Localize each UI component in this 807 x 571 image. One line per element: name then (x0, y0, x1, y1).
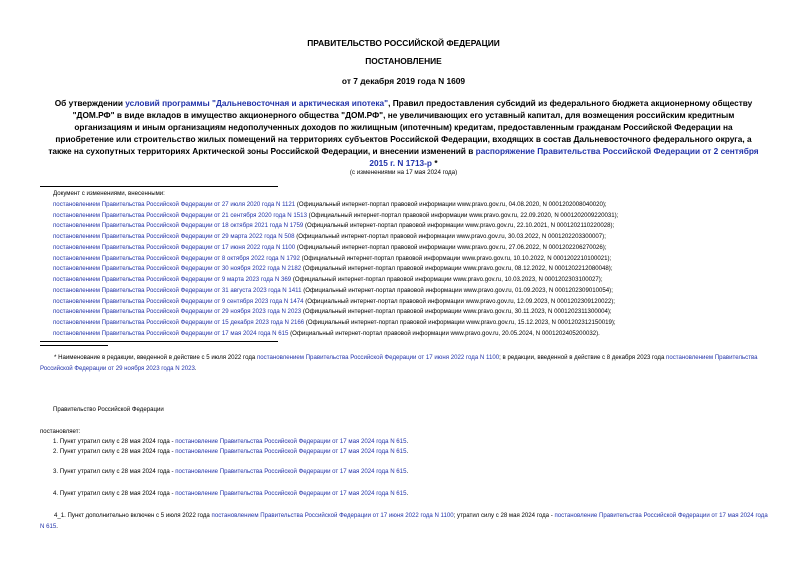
item-4-1-part2: ; утратил силу с 28 мая 2024 года - (453, 512, 555, 519)
amendment-source: (Официальный интернет-портал правовой информации www.pravo.gov.ru, 10.10.2022, N 0001202210100021); (299, 254, 612, 262)
amendment-source: (Официальный интернет-портал правовой информации www.pravo.gov.ru, 22.09.2020, N 0001202009220031); (306, 211, 619, 219)
amendments-intro: Документ с изменениями, внесенными: (53, 190, 165, 197)
footnote-part2: ; в редакции, введенной в действие с 8 декабря 2023 года (499, 354, 667, 361)
amendment-link[interactable]: постановлением Правительства Российской Федерации от 9 сентября 2023 года N 1474 (53, 297, 304, 305)
amendment-link[interactable]: постановлением Правительства Российской Федерации от 8 октября 2022 года N 1792 (53, 254, 300, 262)
footnote-separator (40, 345, 108, 346)
amendment-row (53, 232, 773, 243)
footnote-part3: . (194, 365, 197, 372)
amendment-link[interactable]: постановлением Правительства Российской Федерации от 18 октября 2021 года N 1759 (53, 222, 304, 230)
list-item (53, 490, 408, 497)
amendment-link[interactable]: постановлением Правительства Российской Федерации от 29 ноября 2023 года N 2023 (53, 308, 302, 316)
footnote-link-2023[interactable]: постановлением Правительства Российской Федерации от 29 ноября 2023 года N 2023 (40, 354, 758, 372)
item-link[interactable]: постановление Правительства Российской Федерации от 17 мая 2024 года N 615 (175, 448, 407, 455)
amendment-row (53, 243, 773, 254)
item-end: . (406, 438, 409, 445)
title-part3: * (432, 158, 438, 168)
footnote-link-1100[interactable]: постановлением Правительства Российской Федерации от 17 июня 2022 года N 1100 (256, 354, 500, 361)
item-text: 1. Пункт утратил силу с 28 мая 2024 года - (53, 438, 176, 445)
amendment-row (53, 200, 773, 211)
amendment-row (53, 329, 773, 340)
resolves-label: постановляет: (40, 428, 81, 435)
amendment-source: (Официальный интернет-портал правовой информации www.pravo.gov.ru, 27.06.2022, N 0001202206270026); (295, 243, 607, 251)
item-text: 4. Пункт утратил силу с 28 мая 2024 года - (53, 490, 176, 497)
amendment-row (53, 254, 773, 265)
item-end: . (406, 490, 409, 497)
item-4-1 (40, 510, 772, 532)
amendment-source: (Официальный интернет-портал правовой информации www.pravo.gov.ru, 12.09.2023, N 0001202309120022); (303, 297, 615, 305)
amendment-link[interactable]: постановлением Правительства Российской Федерации от 30 ноября 2022 года N 2182 (53, 265, 302, 273)
amendment-source: (Официальный интернет-портал правовой информации www.pravo.gov.ru, 15.12.2023, N 0001202312150019); (304, 319, 616, 326)
item-text: 2. Пункт утратил силу с 28 мая 2024 года - (53, 448, 176, 455)
status-line: (с изменениями на 17 мая 2024 года) (349, 169, 458, 176)
amendment-link[interactable]: постановлением Правительства Российской Федерации от 17 мая 2024 года N 615 (53, 329, 289, 337)
item-end: . (406, 448, 409, 455)
item-4-1-part3: . (56, 523, 58, 530)
document-title (46, 97, 761, 169)
item-4-1-link-615[interactable]: постановление Правительства Российской Федерации от 17 мая 2024 года N 615 (40, 512, 768, 530)
amendment-row (53, 297, 773, 308)
amendment-row (53, 286, 773, 297)
amendment-row (53, 211, 773, 222)
amendment-source: (Официальный интернет-портал правовой информации www.pravo.gov.ru, 22.10.2021, N 0001202110220028); (303, 222, 615, 230)
title-link-program-conditions[interactable]: условий программы "Дальневосточная и арктическая ипотека" (125, 98, 389, 108)
amendment-source: (Официальный интернет-портал правовой информации www.pravo.gov.ru, 20.05.2024, N 0001202405200032). (288, 329, 600, 337)
item-end: . (406, 468, 409, 475)
amendment-link[interactable]: постановлением Правительства Российской Федерации от 29 марта 2022 года N 508 (53, 233, 295, 240)
amendment-row (53, 318, 773, 329)
item-text: 3. Пункт утратил силу с 28 мая 2024 года - (53, 468, 176, 475)
amendment-source: (Официальный интернет-портал правовой информации www.pravo.gov.ru, 08.12.2022, N 0001202212080048); (301, 265, 613, 273)
item-4-1-link-1100[interactable]: постановлением Правительства Российской Федерации от 17 июня 2022 года N 1100 (211, 512, 454, 519)
amendment-source: (Официальный интернет-портал правовой информации www.pravo.gov.ru, 04.08.2020, N 0001202008040020); (295, 200, 607, 208)
amendment-link[interactable]: постановлением Правительства Российской Федерации от 31 августа 2023 года N 1411 (53, 286, 302, 294)
amendment-source: (Официальный интернет-портал правовой информации www.pravo.gov.ru, 30.03.2022, N 0001202203300007); (294, 233, 606, 240)
amendment-row (53, 221, 773, 232)
list-item (53, 438, 408, 445)
amendment-link[interactable]: постановлением Правительства Российской Федерации от 17 июня 2022 года N 1100 (53, 243, 296, 251)
doc-type-header: ПОСТАНОВЛЕНИЕ (365, 56, 442, 66)
item-link[interactable]: постановление Правительства Российской Федерации от 17 мая 2024 года N 615 (175, 468, 407, 475)
footnote-part1: * Наименование в редакции, введенной в действие с 5 июля 2022 года (54, 354, 257, 361)
title-link-order-1713[interactable]: распоряжение Правительства Российской Федерации от 2 сентября 2015 г. N 1713-р (369, 146, 759, 168)
amendment-source: (Официальный интернет-портал правовой информации www.pravo.gov.ru, 10.03.2023, N 0001202303100027); (291, 276, 603, 283)
title-part1: Об утверждении (54, 98, 126, 108)
government-body-label: Правительство Российской Федерации (53, 406, 164, 413)
amendment-link[interactable]: постановлением Правительства Российской Федерации от 21 сентября 2020 года N 1513 (53, 211, 307, 219)
amendment-source: (Официальный интернет-портал правовой информации www.pravo.gov.ru, 01.09.2023, N 0001202309010054); (301, 286, 613, 294)
list-item (53, 448, 408, 455)
separator-top (40, 186, 278, 187)
amendment-row (53, 275, 773, 286)
date-number-header: от 7 декабря 2019 года N 1609 (341, 76, 466, 86)
footnote (40, 352, 770, 374)
item-4-1-part1: 4_1. Пункт дополнительно включен с 5 июля 2022 года (54, 512, 212, 519)
list-item (53, 468, 408, 475)
amendment-row (53, 264, 773, 275)
amendment-row (53, 307, 773, 318)
amendment-source: (Официальный интернет-портал правовой информации www.pravo.gov.ru, 30.11.2023, N 0001202311300004); (301, 308, 612, 316)
amendment-link[interactable]: постановлением Правительства Российской Федерации от 15 декабря 2023 года N 2166 (53, 319, 305, 326)
amendment-link[interactable]: постановлением Правительства Российской Федерации от 27 июля 2020 года N 1121 (53, 200, 296, 208)
amendment-link[interactable]: постановлением Правительства Российской Федерации от 9 марта 2023 года N 369 (53, 276, 292, 283)
government-header: ПРАВИТЕЛЬСТВО РОССИЙСКОЙ ФЕДЕРАЦИИ (307, 38, 500, 48)
item-link[interactable]: постановление Правительства Российской Федерации от 17 мая 2024 года N 615 (175, 438, 407, 445)
item-link[interactable]: постановление Правительства Российской Федерации от 17 мая 2024 года N 615 (175, 490, 407, 497)
separator-bottom (40, 341, 278, 342)
amendments-block (53, 189, 773, 340)
title-part2: , Правил предоставления субсидий из федерального бюджета акционерному обществу "ДОМ.РФ" в виде вкладов в имущество акционерного общества "ДОМ.РФ", не увеличивающих его уставный капитал, для возмещения российским кредитным организациям и иным организациям недополученных доходов по жилищным (ипотечным) кредитам, предоставленным гражданам Российской Федерации на приобретение или строительство жилых помещений на территориях субъектов Российской Федерации, входящих в состав Дальневосточного федерального округа, а также на сухопутных территориях Арктической зоны Российской Федерации, и внесении изменений в (48, 98, 753, 156)
